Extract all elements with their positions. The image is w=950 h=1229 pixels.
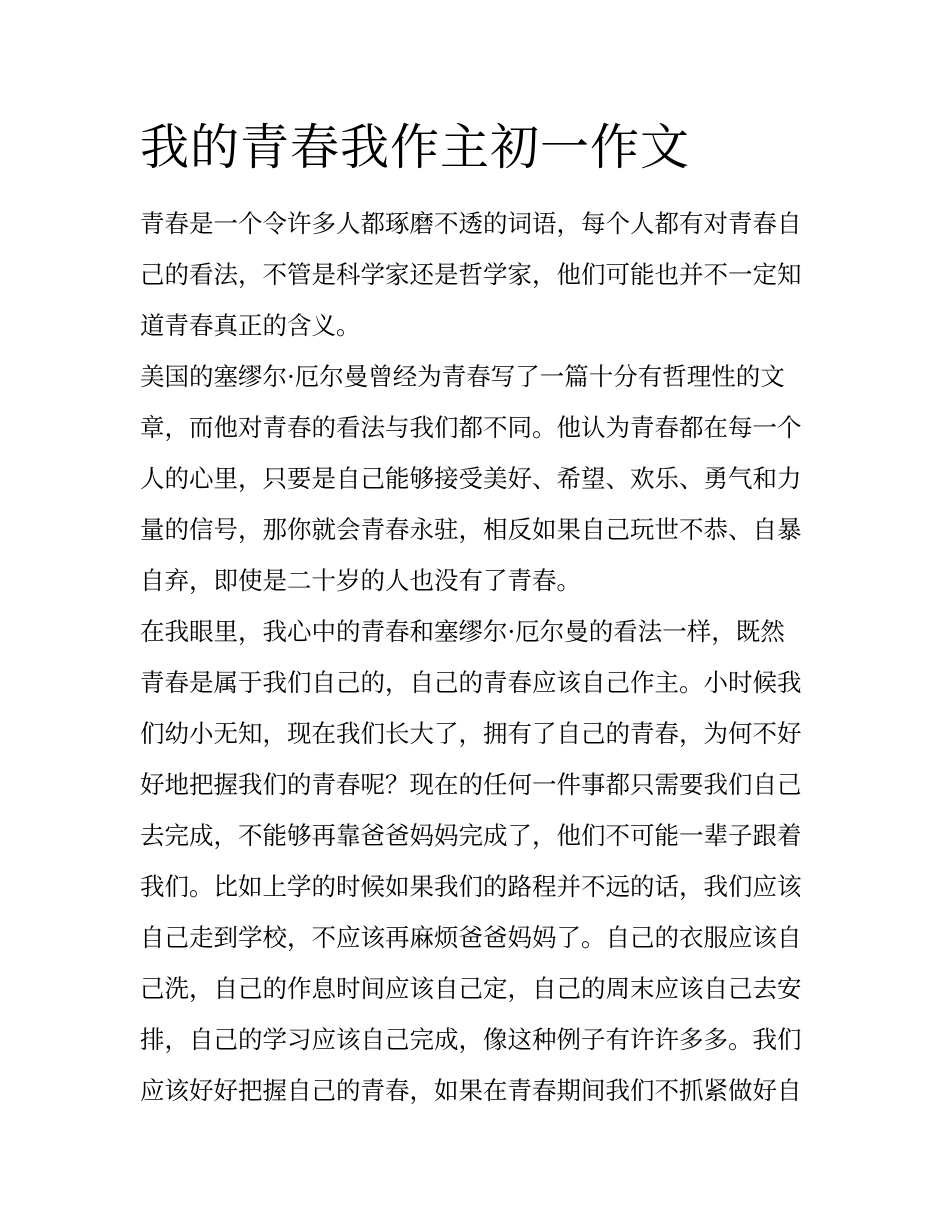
text-line: 道青春真正的含义。 [140, 311, 361, 340]
text-line: 去完成，不能够再靠爸爸妈妈完成了，他们不可能一辈子跟着 [140, 821, 802, 850]
text-line: 自己走到学校，不应该再麻烦爸爸妈妈了。自己的衣服应该自 [140, 923, 802, 952]
text-line: 我们。比如上学的时候如果我们的路程并不远的话，我们应该 [140, 872, 802, 901]
text-line: 好地把握我们的青春呢？现在的任何一件事都只需要我们自己 [140, 770, 802, 799]
text-line: 青春是一个令许多人都琢磨不透的词语，每个人都有对青春自 [140, 209, 802, 238]
text-line: 美国的塞缪尔·厄尔曼曾经为青春写了一篇十分有哲理性的文 [140, 362, 785, 391]
text-line: 章，而他对青春的看法与我们都不同。他认为青春都在每一个 [140, 413, 802, 442]
text-line: 己洗，自己的作息时间应该自己定，自己的周末应该自己去安 [140, 974, 802, 1003]
document-body [140, 198, 840, 1116]
text-line: 应该好好把握自己的青春，如果在青春期间我们不抓紧做好自 [140, 1076, 802, 1105]
text-line: 己的看法，不管是科学家还是哲学家，他们可能也并不一定知 [140, 260, 802, 289]
document-title: 我的青春我作主初一作文 [140, 119, 691, 176]
text-line: 在我眼里，我心中的青春和塞缪尔·厄尔曼的看法一样，既然 [140, 617, 785, 646]
text-line: 们幼小无知，现在我们长大了，拥有了自己的青春，为何不好 [140, 719, 802, 748]
text-line: 自弃，即使是二十岁的人也没有了青春。 [140, 566, 581, 595]
text-line: 排，自己的学习应该自己完成，像这种例子有许许多多。我们 [140, 1025, 802, 1054]
text-line: 人的心里，只要是自己能够接受美好、希望、欢乐、勇气和力 [140, 464, 802, 493]
text-line: 量的信号，那你就会青春永驻，相反如果自己玩世不恭、自暴 [140, 515, 802, 544]
text-line: 青春是属于我们自己的，自己的青春应该自己作主。小时候我 [140, 668, 802, 697]
